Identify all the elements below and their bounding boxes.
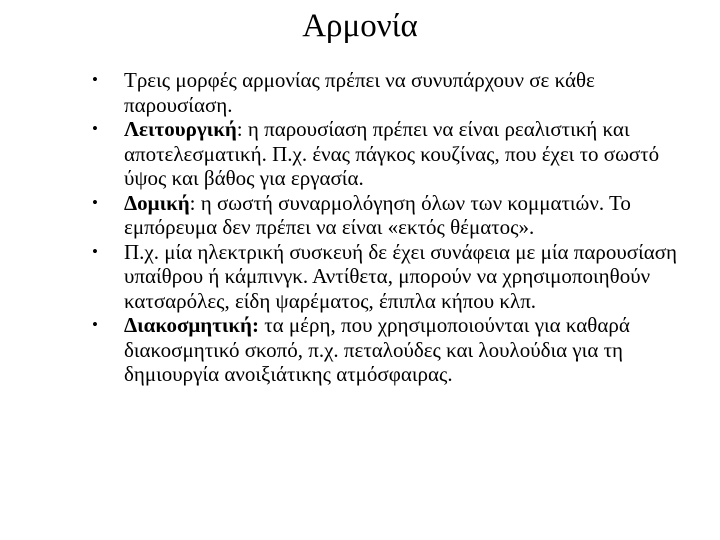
bullet-icon: • [92, 241, 98, 261]
bullet-bold-term: Λειτουργική [124, 117, 237, 141]
bullet-item [92, 191, 692, 240]
bullet-bold-term: Διακοσμητική: [124, 313, 259, 337]
bullet-item [92, 313, 692, 387]
bullet-item [92, 117, 692, 191]
bullet-text: Τρεις μορφές αρμονίας πρέπει να συνυπάρχουν σε κάθε παρουσίαση. [124, 68, 595, 117]
bullet-item [92, 68, 692, 117]
bullet-icon: • [92, 315, 98, 334]
bullet-text: Π.χ. μία ηλεκτρική συσκευή δε έχει συνάφεια με μία παρουσίαση υπαίθρου ή κάμπινγκ. Αντίθετα, μπορούν να χρησιμοποιηθούν κατσαρόλες, είδη ψαρέματος, έπιπλα κήπου κλπ. [124, 239, 678, 313]
bullet-text: : η παρουσίαση πρέπει να είναι ρεαλιστική και αποτελεσματική. Π.χ. ένας πάγκος κουζίνας, που έχει το σωστό ύψος και βάθος για εργασία. [124, 117, 660, 190]
bullet-text: : η σωστή συναρμολόγηση όλων των κομματιών. Το εμπόρευμα δεν πρέπει να είναι «εκτός θέματος». [124, 190, 631, 239]
bullet-bold-term: Δομική [124, 190, 190, 215]
bullet-icon: • [92, 70, 98, 89]
bullet-item [92, 240, 692, 314]
slide-title: Αρμονία [302, 8, 418, 44]
bullet-text: τα μέρη, που χρησιμοποιούνται για καθαρά διακοσμητικό σκοπό, π.χ. πεταλούδες και λουλούδια για τη δημιουργία ανοιξιάτικης ατμόσφαιρας. [124, 313, 630, 386]
bullet-icon: • [92, 192, 98, 212]
bullet-list [92, 68, 692, 387]
bullet-icon: • [92, 119, 98, 138]
